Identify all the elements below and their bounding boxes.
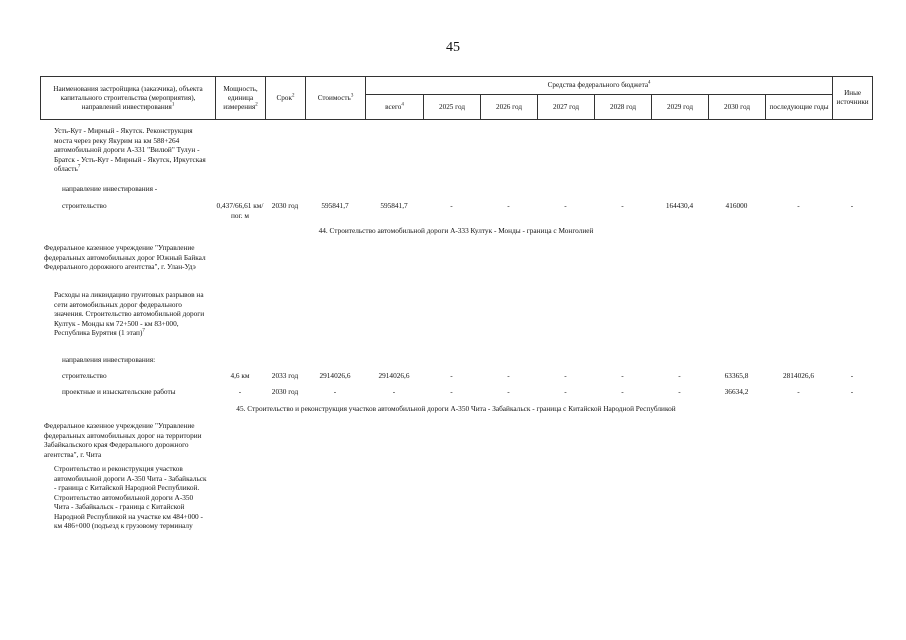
row-2026: - [507, 371, 510, 380]
row-term: 2030 год [271, 201, 299, 210]
row-2029: - [678, 371, 681, 380]
row-later: - [797, 387, 800, 396]
object-name: Строительство и реконструкция участков автомобильной дороги А-350 Чита - Забайкальск - граница с Китайской Народной Республикой. Строительство автомобильной дороги А-350 Чита - Забайкальск - граница с Китайской Народной Республикой на участке км 484+000 - км 486+000 (подъезд к грузовому терминалу [54, 464, 207, 530]
header-capacity: Мощность, единица измерения$^2$ [216, 77, 266, 120]
row-2026: - [507, 387, 510, 396]
row-term: 2030 год [271, 387, 299, 396]
row-label: строительство [62, 371, 107, 380]
row-capacity: 0,437/66,61 км/пог. м [216, 201, 264, 220]
section-title-44: 44. Строительство автомобильной дороги А-333 Култук - Монды - граница с Монголией [318, 226, 594, 235]
row-label: проектные и изыскательские работы [62, 387, 176, 396]
header-year-2025: 2025 год [424, 95, 481, 120]
header-federal: Средства федерального бюджета$^4$ [366, 77, 833, 95]
header-name: Наименования застройщика (заказчика), объекта капитального строительства (мероприятия), направлений инвестирования$^1$ [41, 77, 216, 120]
direction-label: направления инвестирования: [62, 355, 156, 364]
row-capacity: 4,6 км [230, 371, 250, 380]
row-cost: 595841,7 [321, 201, 349, 210]
header-later-years: последующие годы [766, 95, 833, 120]
row-2029: 164430,4 [665, 201, 694, 210]
row-other: - [850, 201, 854, 210]
row-2025: - [450, 201, 453, 210]
row-2030: 63365,8 [724, 371, 749, 380]
row-2028: - [621, 387, 624, 396]
row-2030: 36634,2 [724, 387, 749, 396]
row-2025: - [450, 371, 453, 380]
row-2029: - [678, 387, 681, 396]
header-year-2029: 2029 год [652, 95, 709, 120]
row-later: - [797, 201, 800, 210]
section-title-45: 45. Строительство и реконструкция участков автомобильной дороги А-350 Чита - Забайкальск - граница с Китайской Народной Республикой [236, 404, 676, 413]
developer-name: Федеральное казенное учреждение "Управление федеральных автомобильных дорог Южный Байкал Федерального дорожного агентства", г. Улан-Удэ [44, 243, 206, 271]
row-later: 2814026,6 [782, 371, 814, 380]
direction-label: направление инвестирования - [62, 184, 158, 193]
row-cost: 2914026,6 [319, 371, 351, 380]
row-label: строительство [62, 201, 107, 210]
row-2027: - [564, 371, 567, 380]
table-header [40, 76, 873, 120]
row-term: 2033 год [271, 371, 299, 380]
row-2027: - [564, 387, 567, 396]
header-year-2026: 2026 год [481, 95, 538, 120]
row-total: 2914026,6 [378, 371, 410, 380]
developer-name: Федеральное казенное учреждение "Управление федеральных автомобильных дорог на территории Забайкальского края Федерального дорожного агентства", г. Чита [44, 421, 202, 459]
row-total: 595841,7 [380, 201, 408, 210]
row-2028: - [621, 201, 624, 210]
header-year-2028: 2028 год [595, 95, 652, 120]
row-2028: - [621, 371, 624, 380]
row-other: - [850, 387, 854, 396]
header-year-2030: 2030 год [709, 95, 766, 120]
row-total: - [392, 387, 396, 396]
header-cost: Стоимость$^3$ [306, 77, 366, 120]
row-capacity: - [238, 387, 242, 396]
page-number: 45 [446, 40, 460, 55]
object-name: Усть-Кут - Мирный - Якутск. Реконструкция моста через реку Якурим на км 588+264 автомобильной дороги А-331 "Вилюй" Тулун - Братск - Усть-Кут - Мирный - Якутск, Иркутская область$^7$ [54, 126, 206, 173]
object-name: Расходы на ликвидацию грунтовых разрывов на сети автомобильных дорог федерального значения. Строительство автомобильной дороги Култук - Монды км 72+500 - км 83+000, Республика Бурятия (1 этап)$^7$ [54, 290, 205, 337]
header-term: Срок$^2$ [266, 77, 306, 120]
row-2025: - [450, 387, 453, 396]
row-cost: - [333, 387, 337, 396]
row-2030: 416000 [725, 201, 748, 210]
row-2027: - [564, 201, 567, 210]
row-other: - [850, 371, 854, 380]
header-total: всего$^4$ [366, 95, 424, 120]
row-2026: - [507, 201, 510, 210]
header-year-2027: 2027 год [538, 95, 595, 120]
header-other: Иные источники [833, 77, 873, 120]
